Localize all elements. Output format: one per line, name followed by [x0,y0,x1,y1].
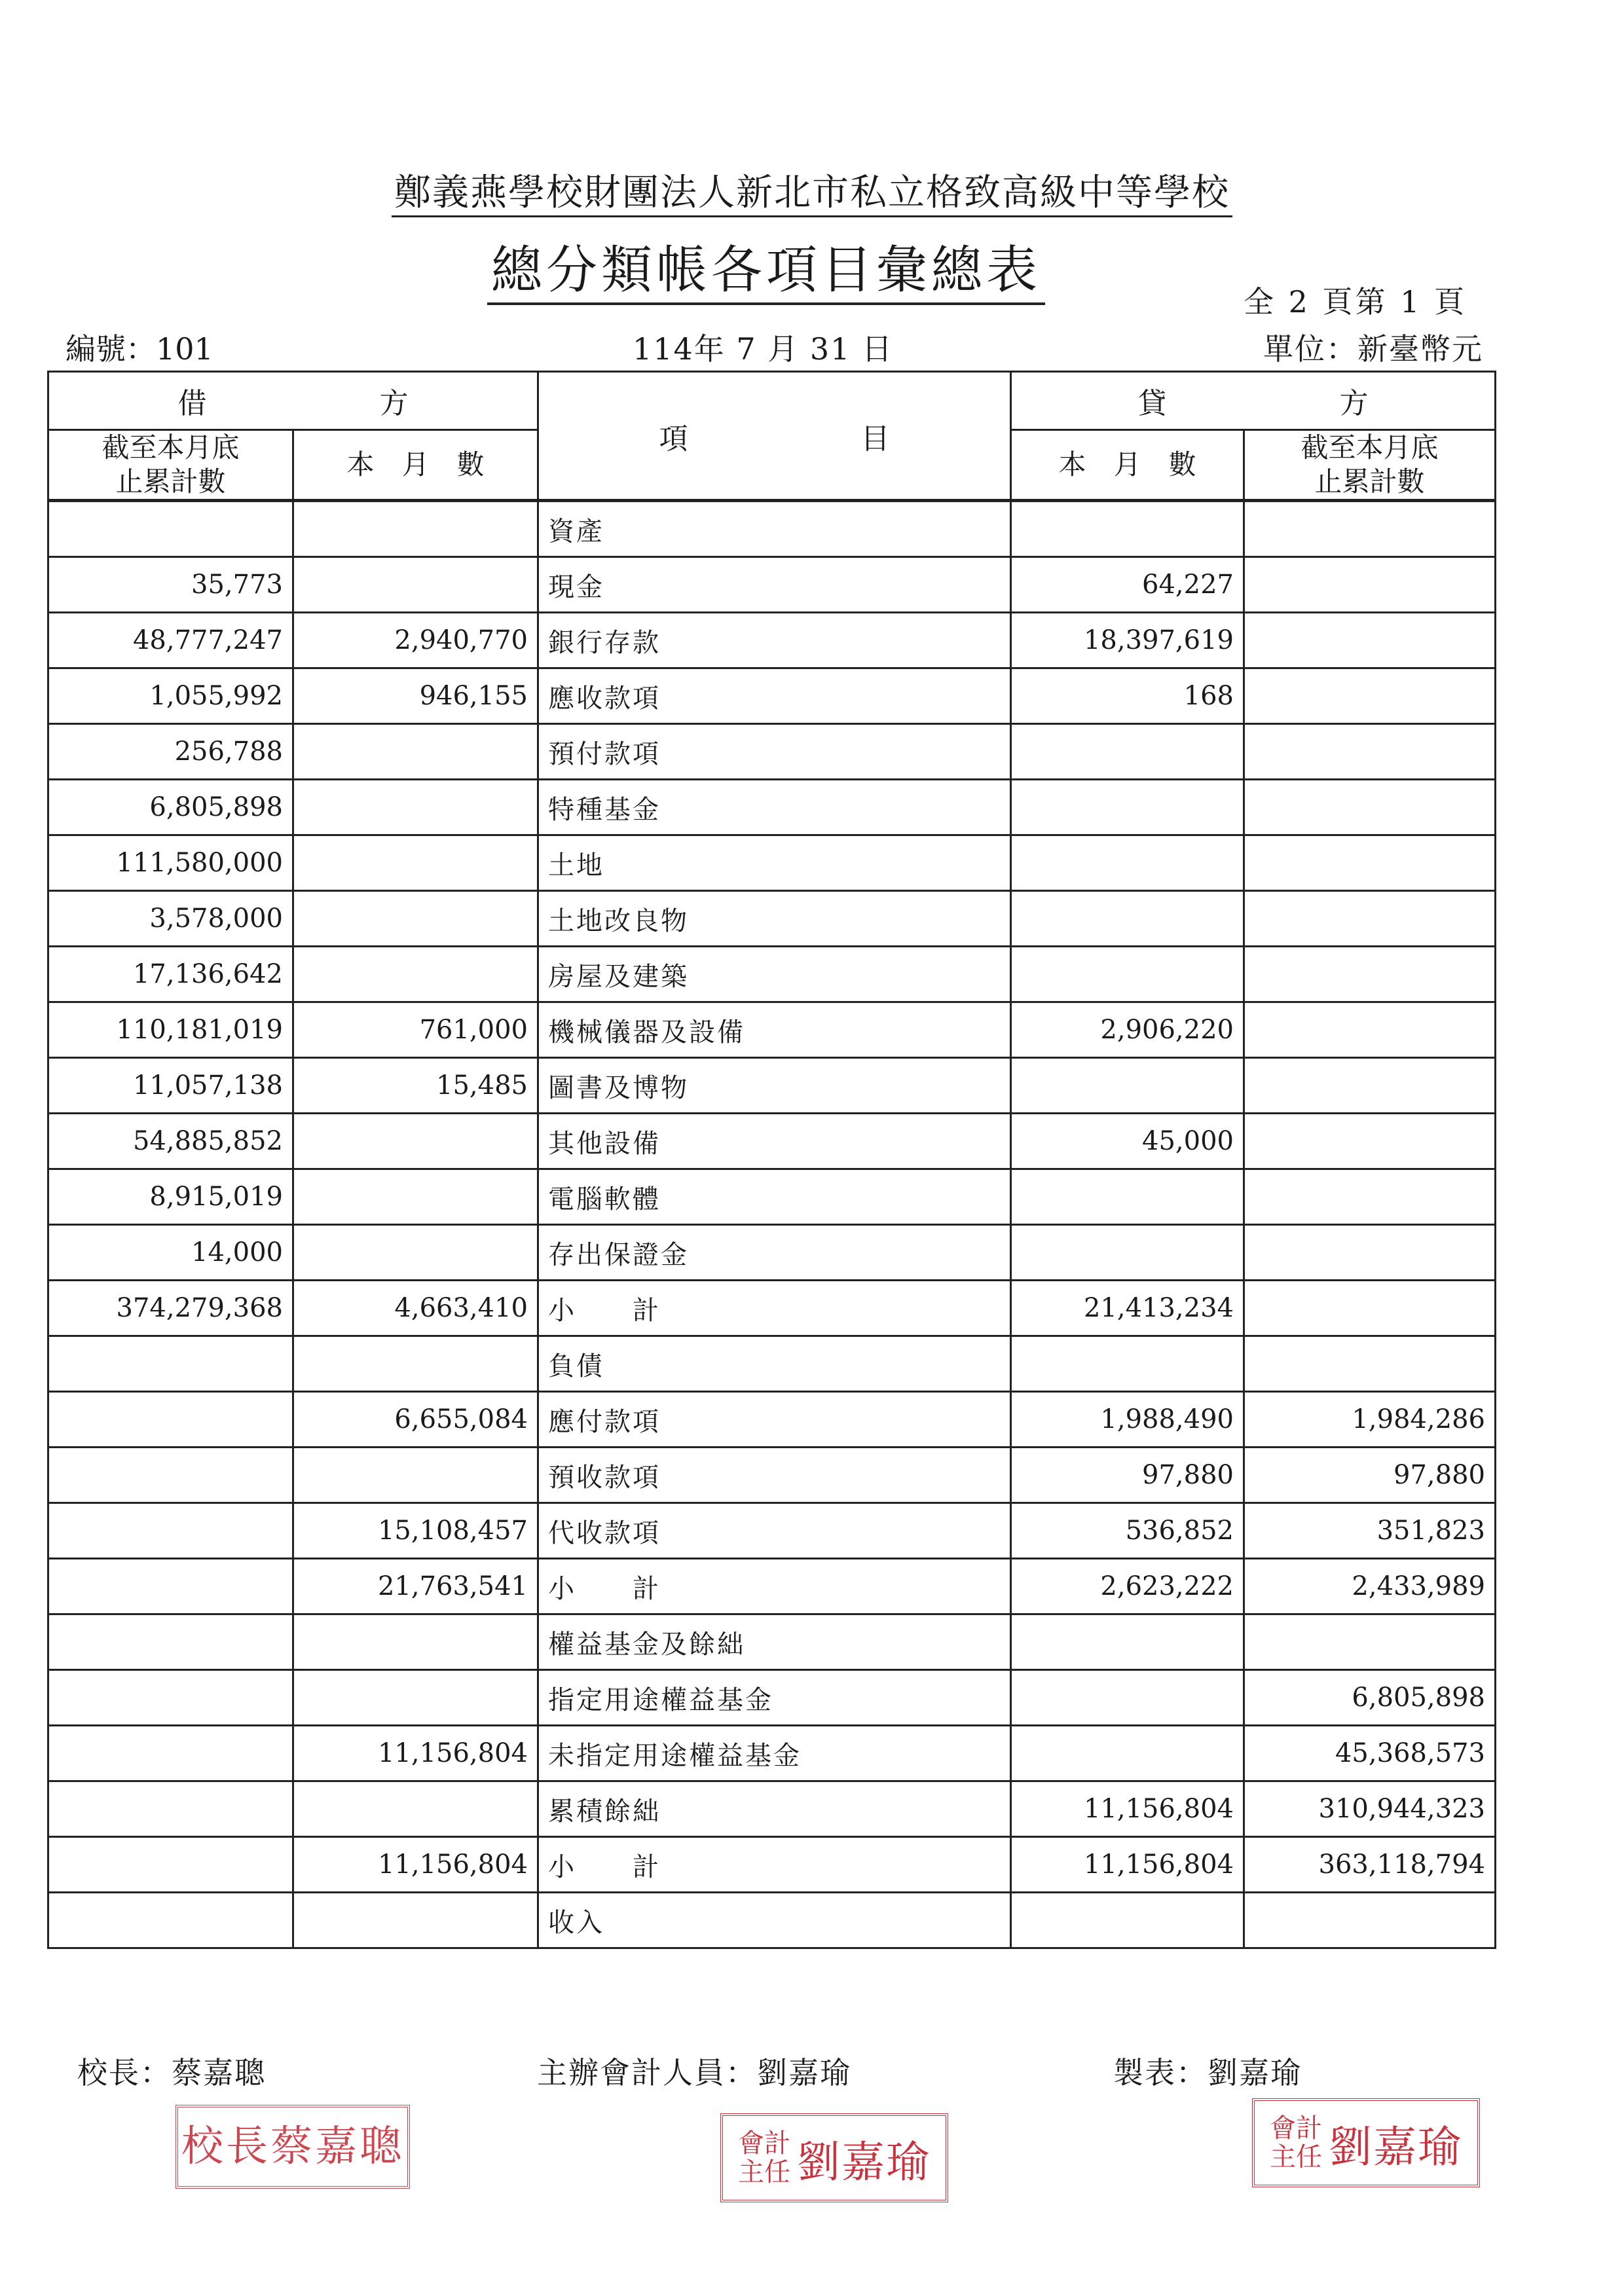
debit-cumulative-cell: 6,805,898 [48,780,293,835]
item-name-cell: 累積餘絀 [538,1781,1011,1837]
item-name-cell: 預付款項 [538,724,1011,780]
debit-cumulative-header: 截至本月底 止累計數 [48,430,293,501]
table-row [48,947,1496,1002]
credit-monthly-cell: 11,156,804 [1011,1781,1244,1837]
credit-cumulative-cell [1244,1225,1496,1281]
debit-monthly-cell: 11,156,804 [293,1726,538,1781]
credit-cumulative-cell: 6,805,898 [1244,1670,1496,1726]
debit-cumulative-cell [48,1392,293,1448]
debit-monthly-cell [293,1169,538,1225]
debit-cumulative-cell: 8,915,019 [48,1169,293,1225]
credit-monthly-cell [1011,891,1244,947]
table-row [48,891,1496,947]
table-row [48,613,1496,668]
debit-cumulative-cell: 3,578,000 [48,891,293,947]
table-row [48,1448,1496,1503]
table-row [48,724,1496,780]
credit-cumulative-cell [1244,1893,1496,1948]
table-row [48,835,1496,891]
preparer-seal: 會計 主任 劉嘉瑜 [1252,2098,1480,2187]
credit-cumulative-cell [1244,557,1496,613]
debit-cumulative-cell: 256,788 [48,724,293,780]
credit-cumulative-cell: 97,880 [1244,1448,1496,1503]
credit-monthly-cell [1011,1614,1244,1670]
page-info: 全 2 頁第 1 頁 [1243,284,1467,319]
credit-monthly-cell [1011,1336,1244,1392]
credit-monthly-cell [1011,724,1244,780]
item-name-cell: 土地 [538,835,1011,891]
debit-cumulative-cell [48,1893,293,1948]
currency-unit: 單位：新臺幣元 [1263,331,1483,367]
debit-monthly-cell: 4,663,410 [293,1281,538,1336]
credit-cumulative-cell [1244,1002,1496,1058]
organization-title: 鄭義燕學校財團法人新北市私立格致高級中等學校 [0,164,1624,216]
credit-monthly-cell [1011,1893,1244,1948]
credit-monthly-cell [1011,1225,1244,1281]
item-name-cell: 資產 [538,501,1011,557]
debit-monthly-cell [293,891,538,947]
table-row [48,1670,1496,1726]
credit-monthly-cell [1011,501,1244,557]
debit-monthly-cell: 11,156,804 [293,1837,538,1893]
debit-monthly-cell [293,557,538,613]
item-name-cell: 圖書及博物 [538,1058,1011,1114]
debit-cumulative-cell: 1,055,992 [48,668,293,724]
credit-cumulative-cell [1244,947,1496,1002]
item-name-cell: 小 計 [538,1837,1011,1893]
table-row [48,557,1496,613]
credit-cumulative-cell [1244,1169,1496,1225]
item-name-cell: 其他設備 [538,1114,1011,1169]
credit-cumulative-cell: 45,368,573 [1244,1726,1496,1781]
table-row [48,1503,1496,1559]
item-name-cell: 銀行存款 [538,613,1011,668]
credit-monthly-cell: 45,000 [1011,1114,1244,1169]
table-row [48,1002,1496,1058]
report-date: 114年 7 月 31 日 [632,331,894,367]
table-row [48,1225,1496,1281]
debit-cumulative-cell: 110,181,019 [48,1002,293,1058]
table-row [48,1336,1496,1392]
credit-monthly-cell: 11,156,804 [1011,1837,1244,1893]
credit-cumulative-cell [1244,668,1496,724]
item-name-cell: 預收款項 [538,1448,1011,1503]
table-row [48,1726,1496,1781]
item-name-cell: 特種基金 [538,780,1011,835]
credit-cumulative-cell [1244,1114,1496,1169]
debit-cumulative-cell [48,1503,293,1559]
document-code: 編號：101 [65,331,213,367]
ledger-table [47,371,1496,1949]
debit-cumulative-cell [48,1837,293,1893]
credit-cumulative-cell: 1,984,286 [1244,1392,1496,1448]
credit-monthly-cell [1011,1169,1244,1225]
credit-cumulative-cell [1244,780,1496,835]
debit-monthly-cell [293,1614,538,1670]
accountant-seal: 會計 主任 劉嘉瑜 [720,2113,948,2202]
credit-monthly-cell: 97,880 [1011,1448,1244,1503]
debit-cumulative-cell [48,1448,293,1503]
table-row [48,780,1496,835]
debit-monthly-cell: 15,108,457 [293,1503,538,1559]
debit-header: 借 方 [48,372,538,430]
debit-monthly-cell [293,1225,538,1281]
table-row [48,668,1496,724]
debit-monthly-cell [293,947,538,1002]
debit-cumulative-cell [48,1726,293,1781]
credit-monthly-cell: 18,397,619 [1011,613,1244,668]
credit-cumulative-cell [1244,1614,1496,1670]
table-row [48,1058,1496,1114]
debit-monthly-cell: 761,000 [293,1002,538,1058]
table-row [48,1559,1496,1614]
item-name-cell: 權益基金及餘絀 [538,1614,1011,1670]
item-header: 項 目 [538,372,1011,501]
principal-seal: 校長蔡嘉聰 [175,2105,410,2189]
item-name-cell: 應收款項 [538,668,1011,724]
credit-monthly-cell: 1,988,490 [1011,1392,1244,1448]
credit-monthly-cell: 536,852 [1011,1503,1244,1559]
accountant-signature: 主辦會計人員：劉嘉瑜 [537,2055,851,2090]
credit-monthly-header: 本 月 數 [1011,430,1244,501]
credit-cumulative-cell [1244,1058,1496,1114]
credit-monthly-cell [1011,947,1244,1002]
debit-cumulative-cell [48,1670,293,1726]
credit-cumulative-cell [1244,835,1496,891]
debit-monthly-cell: 21,763,541 [293,1559,538,1614]
table-row [48,1281,1496,1336]
debit-monthly-cell [293,1781,538,1837]
item-name-cell: 機械儀器及設備 [538,1002,1011,1058]
item-name-cell: 小 計 [538,1559,1011,1614]
credit-monthly-cell: 21,413,234 [1011,1281,1244,1336]
credit-monthly-cell: 2,906,220 [1011,1002,1244,1058]
credit-monthly-cell [1011,1726,1244,1781]
debit-monthly-cell [293,1114,538,1169]
report-title: 總分類帳各項目彙總表 [0,229,1532,302]
credit-cumulative-cell: 2,433,989 [1244,1559,1496,1614]
credit-cumulative-header: 截至本月底 止累計數 [1244,430,1496,501]
debit-monthly-cell: 6,655,084 [293,1392,538,1448]
table-row [48,1893,1496,1948]
debit-monthly-cell [293,1893,538,1948]
debit-monthly-cell [293,835,538,891]
table-row [48,1781,1496,1837]
credit-cumulative-cell [1244,891,1496,947]
debit-monthly-cell [293,1336,538,1392]
debit-monthly-cell [293,1448,538,1503]
credit-monthly-cell: 168 [1011,668,1244,724]
debit-monthly-cell [293,1670,538,1726]
item-name-cell: 電腦軟體 [538,1169,1011,1225]
debit-cumulative-cell [48,501,293,557]
table-row [48,1114,1496,1169]
credit-cumulative-cell: 351,823 [1244,1503,1496,1559]
debit-cumulative-cell: 374,279,368 [48,1281,293,1336]
item-name-cell: 應付款項 [538,1392,1011,1448]
item-name-cell: 指定用途權益基金 [538,1670,1011,1726]
item-name-cell: 存出保證金 [538,1225,1011,1281]
credit-cumulative-cell: 310,944,323 [1244,1781,1496,1837]
credit-monthly-cell: 64,227 [1011,557,1244,613]
credit-header: 貸 方 [1011,372,1496,430]
credit-monthly-cell: 2,623,222 [1011,1559,1244,1614]
debit-monthly-cell: 2,940,770 [293,613,538,668]
debit-cumulative-cell [48,1614,293,1670]
credit-cumulative-cell [1244,724,1496,780]
table-row [48,1614,1496,1670]
debit-cumulative-cell: 54,885,852 [48,1114,293,1169]
credit-cumulative-cell [1244,501,1496,557]
debit-monthly-cell [293,501,538,557]
item-name-cell: 土地改良物 [538,891,1011,947]
credit-monthly-cell [1011,780,1244,835]
item-name-cell: 小 計 [538,1281,1011,1336]
table-row [48,1169,1496,1225]
item-name-cell: 現金 [538,557,1011,613]
item-name-cell: 收入 [538,1893,1011,1948]
item-name-cell: 房屋及建築 [538,947,1011,1002]
debit-cumulative-cell: 17,136,642 [48,947,293,1002]
credit-cumulative-cell [1244,1281,1496,1336]
debit-cumulative-cell: 111,580,000 [48,835,293,891]
credit-monthly-cell [1011,1058,1244,1114]
item-name-cell: 代收款項 [538,1503,1011,1559]
debit-cumulative-cell [48,1336,293,1392]
debit-monthly-cell: 15,485 [293,1058,538,1114]
credit-monthly-cell [1011,1670,1244,1726]
debit-cumulative-cell: 35,773 [48,557,293,613]
table-row [48,501,1496,557]
principal-signature: 校長：蔡嘉聰 [77,2055,266,2090]
debit-cumulative-cell: 48,777,247 [48,613,293,668]
credit-cumulative-cell [1244,1336,1496,1392]
credit-cumulative-cell [1244,613,1496,668]
debit-cumulative-cell: 14,000 [48,1225,293,1281]
debit-cumulative-cell [48,1559,293,1614]
table-row [48,1392,1496,1448]
debit-monthly-cell: 946,155 [293,668,538,724]
item-name-cell: 負債 [538,1336,1011,1392]
table-row [48,1837,1496,1893]
debit-monthly-cell [293,724,538,780]
debit-monthly-header: 本 月 數 [293,430,538,501]
credit-cumulative-cell: 363,118,794 [1244,1837,1496,1893]
debit-cumulative-cell [48,1781,293,1837]
debit-cumulative-cell: 11,057,138 [48,1058,293,1114]
item-name-cell: 未指定用途權益基金 [538,1726,1011,1781]
credit-monthly-cell [1011,835,1244,891]
preparer-signature: 製表：劉嘉瑜 [1113,2055,1302,2090]
debit-monthly-cell [293,780,538,835]
